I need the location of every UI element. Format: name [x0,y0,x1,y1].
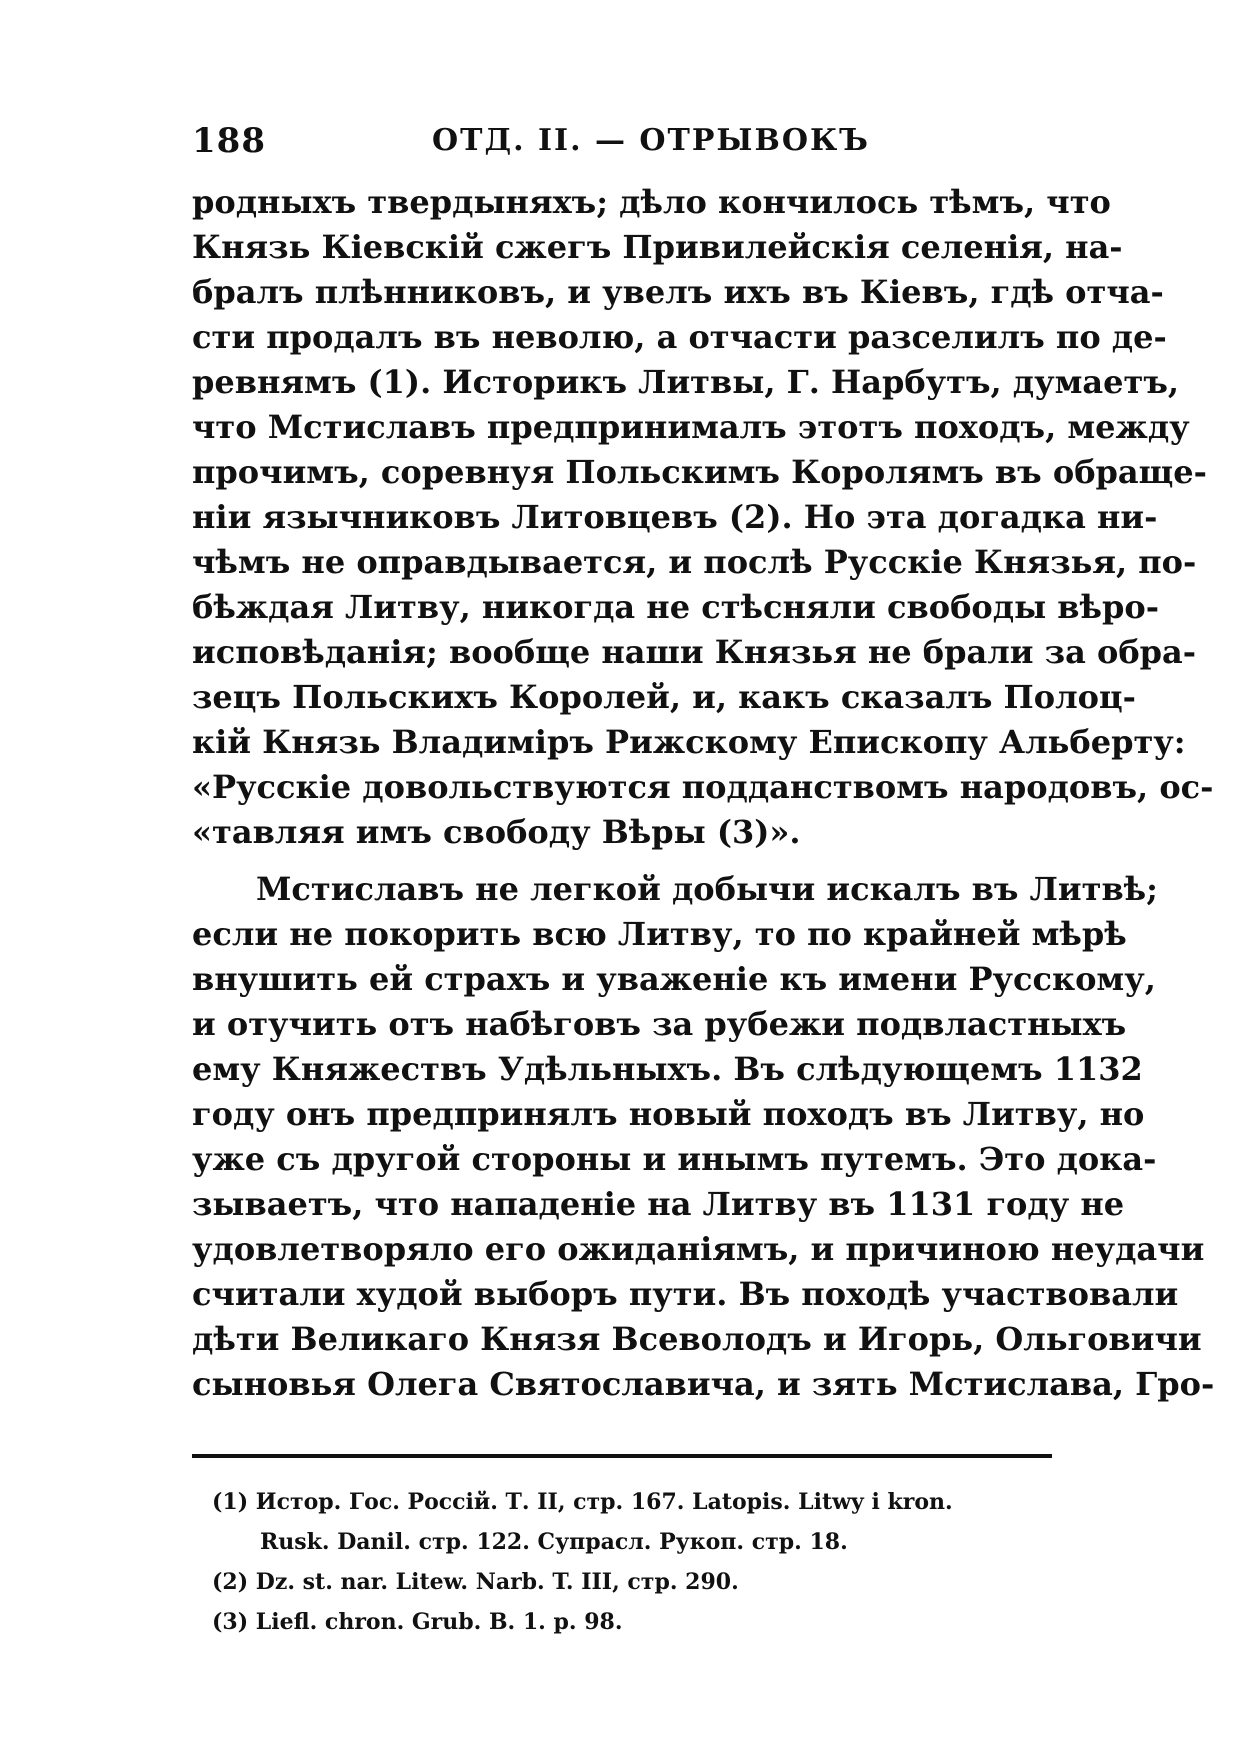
text-line: исповѣданія; вообще наши Князья не брали за обра- [192,633,1197,671]
footnote-1: (1) Истор. Гос. Россій. Т. II, стр. 167. Latopis. Litwy i kron. [212,1489,953,1515]
text-line: дѣти Великаго Князя Всеволодъ и Игорь, Ольговичи [192,1320,1202,1358]
text-line: сыновья Олега Святославича, и зять Мстислава, Гро- [192,1365,1215,1403]
text-line: бралъ плѣнниковъ, и увелъ ихъ въ Кіевъ, гдѣ отча- [192,273,1164,311]
text-line: кій Князь Владиміръ Рижскому Епископу Альберту: [192,723,1186,761]
text-line: чѣмъ не оправдывается, и послѣ Русскіе Князья, по- [192,543,1197,581]
text-line: прочимъ, соревнуя Польскимъ Королямъ въ обраще- [192,453,1207,491]
footnote-divider [192,1454,1052,1458]
text-line: зываетъ, что нападеніе на Литву въ 1131 году не [192,1185,1125,1223]
text-line: считали худой выборъ пути. Въ походѣ участвовали [192,1275,1179,1313]
text-line: «тавляя имъ свободу Вѣры (3)». [192,813,801,851]
text-line: уже съ другой стороны и инымъ путемъ. Это дока- [192,1140,1157,1178]
text-line: Мстиславъ не легкой добычи искалъ въ Литвѣ; [256,870,1158,908]
text-line: если не покорить всю Литву, то по крайней мѣрѣ [192,915,1127,953]
paragraph-1 [192,180,1214,855]
footnote-1-continuation: Rusk. Danil. стр. 122. Супрасл. Рукоп. стр. 18. [260,1529,848,1555]
footnote-3: (3) Liefl. chron. Grub. B. 1. p. 98. [212,1609,623,1635]
text-line: ревнямъ (1). Историкъ Литвы, Г. Нарбутъ, думаетъ, [192,363,1180,401]
running-head: ОТД. II. — ОТРЫВОКЪ [432,123,870,158]
footnote-2: (2) Dz. st. nar. Litew. Narb. T. III, стр. 290. [212,1569,739,1595]
text-line: ніи язычниковъ Литовцевъ (2). Но эта догадка ни- [192,498,1158,536]
text-line: родныхъ твердыняхъ; дѣло кончилось тѣмъ, что [192,183,1111,221]
text-line: Князь Кіевскій сжегъ Привилейскія селенія, на- [192,228,1123,266]
paragraph-gap [192,855,1052,867]
text-line: бѣждая Литву, никогда не стѣсняли свободы вѣро- [192,588,1160,626]
text-line: сти продалъ въ неволю, а отчасти разселилъ по де- [192,318,1167,356]
text-line: удовлетворяло его ожиданіямъ, и причиною неудачи [192,1230,1205,1268]
text-line: году онъ предпринялъ новый походъ въ Литву, но [192,1095,1145,1133]
main-text [192,180,1215,1407]
text-line: зецъ Польскихъ Королей, и, какъ сказалъ Полоц- [192,678,1136,716]
page-number: 188 [192,121,266,161]
paragraph-2 [192,867,1215,1407]
text-line: «Русскіе довольствуются подданствомъ народовъ, ос- [192,768,1214,806]
footnotes [212,1482,1052,1642]
text-line: внушить ей страхъ и уваженіе къ имени Русскому, [192,960,1156,998]
page-header [192,116,1052,166]
text-line: ему Княжествъ Удѣльныхъ. Въ слѣдующемъ 1132 [192,1050,1143,1088]
text-line: что Мстиславъ предпринималъ этотъ походъ, между [192,408,1190,446]
text-line: и отучить отъ набѣговъ за рубежи подвластныхъ [192,1005,1127,1043]
